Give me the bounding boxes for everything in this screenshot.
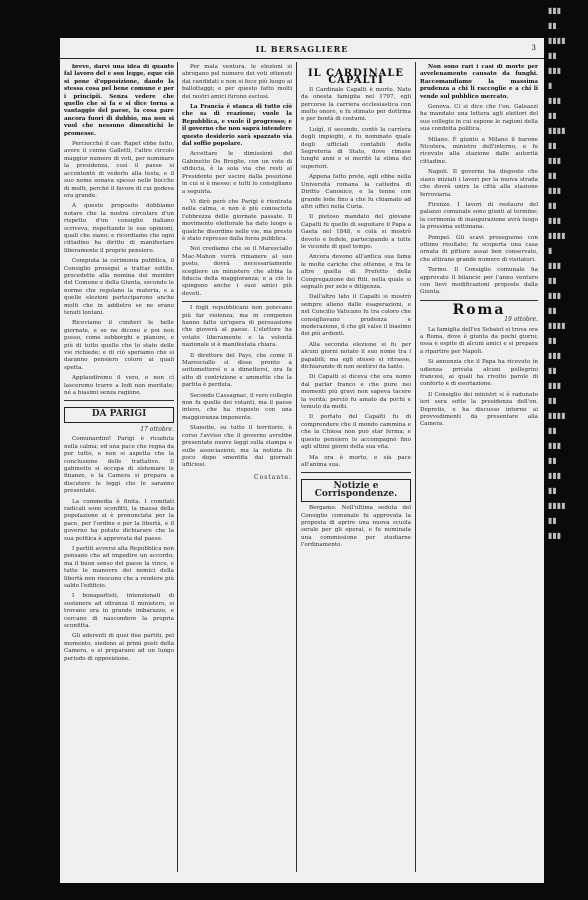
section-heading-notizie: Notizie e Corrispondenze. [301, 479, 411, 502]
article-paragraph: Per mala ventura, le elezioni si abrogano pel numero dei voti ottenuti dai candidati e non si fece più luogo ai ballottaggi; e per questo fatto molti dei nostri amici furono esclusi. [182, 64, 292, 100]
column-rule [296, 62, 297, 872]
article-paragraph: I bonapartisti, intenzionati di sostenere ad oltranza il ministero, si trovano ora in grande imbarazzo, e cercano di nascondere la propria sconfitta. [64, 593, 174, 630]
newspaper-page [60, 38, 544, 883]
article-paragraph: La Francia è stanca di tutto ciò che sa di reazione; vuole la Repubblica, e vuole il progresso; e il governo che non saprà intendere questo desiderio sarà spazzato via dal soffio popolare. [182, 104, 292, 148]
section-divider [420, 300, 538, 301]
article-paragraph: Torino. Il Consiglio comunale ha approvato il bilancio per l'anno venturo con lievi modificazioni proposte dalla Giunta. [420, 267, 538, 296]
article-closing: Ma ora è morto, e sia pace all'anima sua. [301, 454, 411, 468]
section-divider [301, 472, 411, 473]
article-paragraph: I fogli repubblicani non potevano più far violenza; ma in compenso hanno fatto un'opera di persuasione che gioverà al paese. L'elettore ha votato liberamente e la volontà nazionale si è manifestata chiara. [182, 305, 292, 349]
article-paragraph: Di Capalti si diceva che era uomo dal parlar franco e che pure nei momenti più gravi non sapeva tacere la verità; perciò fu amato da pochi e temuto da molti. [301, 374, 411, 411]
article-paragraph: Gli aderenti di quei due partiti, pel momento, siedono ai primi posti della Camera, e si preparano ad un lungo periodo di opposizione. [64, 633, 174, 662]
article-paragraph: Il Cardinale Capalti è morto. Nato da onesta famiglia nel 1797, egli percorse la carriera ecclesiastica con molto onore, e fu stimato per dottrina e per bontà di costumi. [301, 86, 411, 123]
article-paragraph: Alla seconda elezione si fu per alcuni giorni notato il suo nome tra i papabili; ma egli stesso si ritrasse, dichiarando di non sentirsi da tanto. [301, 341, 411, 371]
column-rule [177, 62, 178, 872]
article-paragraph: Il portato del Capalti fu di comprendere che il mondo cammina e che la Chiesa non può star ferma; e questo pensiero lo accompagnò fino agli ultimi giorni della sua vita. [301, 414, 411, 451]
film-margin-right [542, 0, 588, 900]
article-paragraph: Accettare le dimissioni del Gabinetto De Broglie, con un voto di sfiducia, è la sola via che resti al Presidente per uscire dalla posizione in cui si è messo; e tutti lo consigliano a seguirla. [182, 151, 292, 195]
article-paragraph: Il Consiglio dei ministri si è radunato ieri sera sotto la presidenza dell'on. Depretis, e ha discusso intorno ai provvedimenti da presentare alla Camera. [420, 391, 538, 428]
article-paragraph: Si annunzia che il Papa ha ricevuto in udienza privata alcuni pellegrini francesi, ai quali ha rivolto parole di conforto e di esortazione. [420, 359, 538, 388]
column-2 [182, 64, 292, 874]
section-divider [182, 301, 292, 302]
film-margin-left [0, 0, 60, 900]
article-paragraph: Firenze. I lavori di restauro del palazzo comunale sono giunti al termine; la cerimonia di inaugurazione avrà luogo la prossima settimana. [420, 201, 538, 231]
masthead: IL BERSAGLIERE [255, 44, 349, 54]
page-number: 3 [531, 44, 536, 52]
column-4 [420, 64, 538, 874]
article-paragraph: Napoli. Il governo ha disposto che siano iniziati i lavori per la nuova strada che dovrà unire la città alla stazione ferroviaria. [420, 169, 538, 198]
section-heading-roma: Roma [452, 301, 506, 318]
article-paragraph: Il direttore del Pays, che come il Maresciallo si disse pronto a sottomettersi o a dimettersi, ora fa atto di contrizione e ammette che la partita è perduta. [182, 352, 292, 389]
article-paragraph: Applaudiremo il vero, e non ci lasceremo trarre a lodi non meritate; né a biasimi senza ragione. [64, 375, 174, 397]
article-paragraph: La famiglia dell'ex Sebaiot si trova ora a Roma, dove è giunta da pochi giorni; essa è ospite di alcuni amici e si prepara a ripartire per Napoli. [420, 326, 538, 355]
article-paragraph: breve, darvi una idea di quanto fal lavoro del e son legge, eque ciò si pone d'opposizione, dando la stessa cosa pel bene comune e per i principii. Senza vedere che quello che si fa e si dice torna a vantaggio del paese, la cosa pare ancora fuori di dubbio, ma non si vuol che nessuno dimentichi le promesse. [64, 64, 174, 137]
article-paragraph: Pompei. Gli scavi proseguono con ottimo risultato; fu scoperta una casa ornata di pitture assai ben conservate, che attirano grande numero di visitatori. [420, 234, 538, 263]
adjacent-page-edge: ▮▮▮ ▮▮ ▮▮▮▮ ▮▮ ▮▮▮ ▮ ▮▮▮ ▮▮ ▮▮▮▮ ▮▮ ▮▮▮ ▮▮ ▮▮▮ ▮▮ ▮▮▮ ▮▮▮▮ ▮ ▮▮▮ ▮▮ ▮▮▮ ▮▮ ▮▮▮▮ ▮▮ ▮▮▮ ▮▮ ▮▮▮ ▮▮ ▮▮▮▮ ▮▮ ▮▮▮ ▮▮ ▮▮▮ ▮▮ ▮▮▮▮ ▮▮ ▮▮▮ [548, 6, 566, 540]
article-paragraph: La commedia è finita. I comitati radicali sono sconfitti, la massa della popolazione si è pronunciata per la pace, per l'ordine e per la libertà, e il governo ha potuto dichiarare che la sua politica è approvata dal paese. [64, 498, 174, 542]
article-paragraph: Stanotte, su tutto il territorio, è corso l'avviso che il governo avrebbe presentate nuove leggi sulla stampa e sulle associazioni; ma la notizia fu poco dopo smentita dai giornali ufficiosi. [182, 425, 292, 469]
article-paragraph: Riceviamo il cimiteri le belle giornate, e se ne dicono e poi non posso, come sobborghi e pianure, e più di tutto quello che lo stato delle vie richiede; e di ciò speriamo che si daranno pensiero coloro ai quali spetta. [64, 320, 174, 371]
article-paragraph: Secondo Cassagnac, il vero collegio non fu quello dei votanti, ma il paese intero, che ha risposto con una maggioranza imponente. [182, 392, 292, 421]
article-paragraph: Compiuta la cerimonia pubblica, il Consiglio proseguì a trattar sottilo, procedette alla nomina dei membri del Comune e della Giunta, secondo le norme che regolano la materia, e a quelle elezioni parteciparono anche molti che in addietro se ne erano tenuti lontani. [64, 258, 174, 316]
article-paragraph: Milano. È giunto a Milano il barone Nicotera, ministro dell'interno, e fu ricevuto alla stazione dalle autorità cittadine. [420, 136, 538, 165]
article-paragraph: Appena fatto prete, egli ebbe nella Università romana la cattedra di Diritto Canonico, e la tenne con grande lode fino a che fu chiamato ad altri uffici nella Curia. [301, 174, 411, 210]
dateline: 17 ottobre. [140, 425, 174, 433]
section-heading-parigi: DA PARIGI [64, 407, 174, 422]
column-rule [415, 62, 416, 872]
article-paragraph: Non sono rari i casi di morte per avvelenamento causato da funghi. Raccomandiamo la massima prudenza a chi li raccoglie e a chi li vende sul pubblico mercato. [420, 64, 538, 100]
header-rule [60, 58, 544, 59]
article-paragraph: Genova. Ci si dice che l'on. Galeazzi ha mandato una lettera agli elettori del suo collegio in cui espone le ragioni della sua condotta politica. [420, 104, 538, 133]
author-signature: Costante. [253, 473, 292, 481]
column-3 [301, 64, 411, 874]
article-paragraph: Ancora devono all'antica sua fama le molte cariche che ottenne, e fra le altre quella di Prefetto della Congregazione dei Riti, nella quale si segnalò per zelo e diligenza. [301, 254, 411, 290]
article-paragraph: Il pietoso mandato del giovane Capalti fu quello di seguitare il Papa a Gaeta nel 1848, e colà si mostrò devoto e fedele, partecipando a tutte le vicende di quel tempo. [301, 214, 411, 250]
article-paragraph: I partiti avversi alla Repubblica non pensano che ad impedire un accordo; ma il buon senso del paese la vince, e tutte le manovre dei nemici della libertà non riescono che a rendere più saldo l'edificio. [64, 545, 174, 589]
section-heading-cardinale: IL CARDINALE CAPALTI [307, 68, 405, 87]
article-paragraph: Luigi, il secondo, contò la carriera degli impieghi, e fu nominato quale degli ufficiali contabili della Segreteria di Stato, dove rimase lunghi anni e si meritò la stima dei superiori. [301, 126, 411, 170]
article-paragraph: A questo proposito dobbiamo notare che la nostra circolare d'un rispetto d'un consiglio italiano scriveva, rispettando le sue opinioni, quali che siano; e ricordiamo che ogni cittadino ha diritto di manifestare liberamente il proprio pensiero. [64, 203, 174, 254]
dateline: 19 ottobre. [504, 316, 538, 324]
column-1 [64, 64, 174, 874]
article-paragraph: Noi crediamo che se il Maresciallo Mac-Mahon vorrà rimanere al suo posto, dovrà necessariamente scegliere un ministero che abbia la fiducia della maggioranza; e a ciò lo spingono anche i suoi amici più devoti. [182, 246, 292, 297]
article-paragraph: Vi dirò però che Parigi è rientrata nella calma, e non è più conosciuta l'ebbrezza delle giornate passate. Il movimento elettorale ha dato luogo a qualche disordine nelle vie, ma presto è stato represso dalla forza pubblica. [182, 198, 292, 242]
article-paragraph: Comunardini! Parigi è ricaduta nella calma; ed una pace che regna da per tutto, e non si aspetta che la conclusione delle trattative. Il gabinetto si occupa di sistemare le finanze, e la Camera si prepara a discutere le leggi che le saranno presentate. [64, 436, 174, 495]
section-divider [64, 400, 174, 401]
article-paragraph: Bergamo. Nell'ultima seduta del Consiglio comunale fu approvata la proposta di aprire una nuova scuola serale per gli operai, e fu nominata una commissione per studiarne l'ordinamento. [301, 505, 411, 549]
article-paragraph: Dall'altro lato il Capalti si mostrò sempre alieno dalle esagerazioni, e nel Concilio Vaticano fu tra coloro che consigliavano prudenza e moderazione, il che gli valse il biasimo dei più ardenti. [301, 294, 411, 338]
article-paragraph: Perciocché il cav. Rapet ebbe fatto, avere il cenno Galletti, l'altro circolo maggior numero di voti, per nominare la presidenza, così il paese si accontentò di vederlo alla testa, e il suo nome sonava spesso nelle bocche di molti, perché il favore di cui godeva era grande. [64, 141, 174, 199]
